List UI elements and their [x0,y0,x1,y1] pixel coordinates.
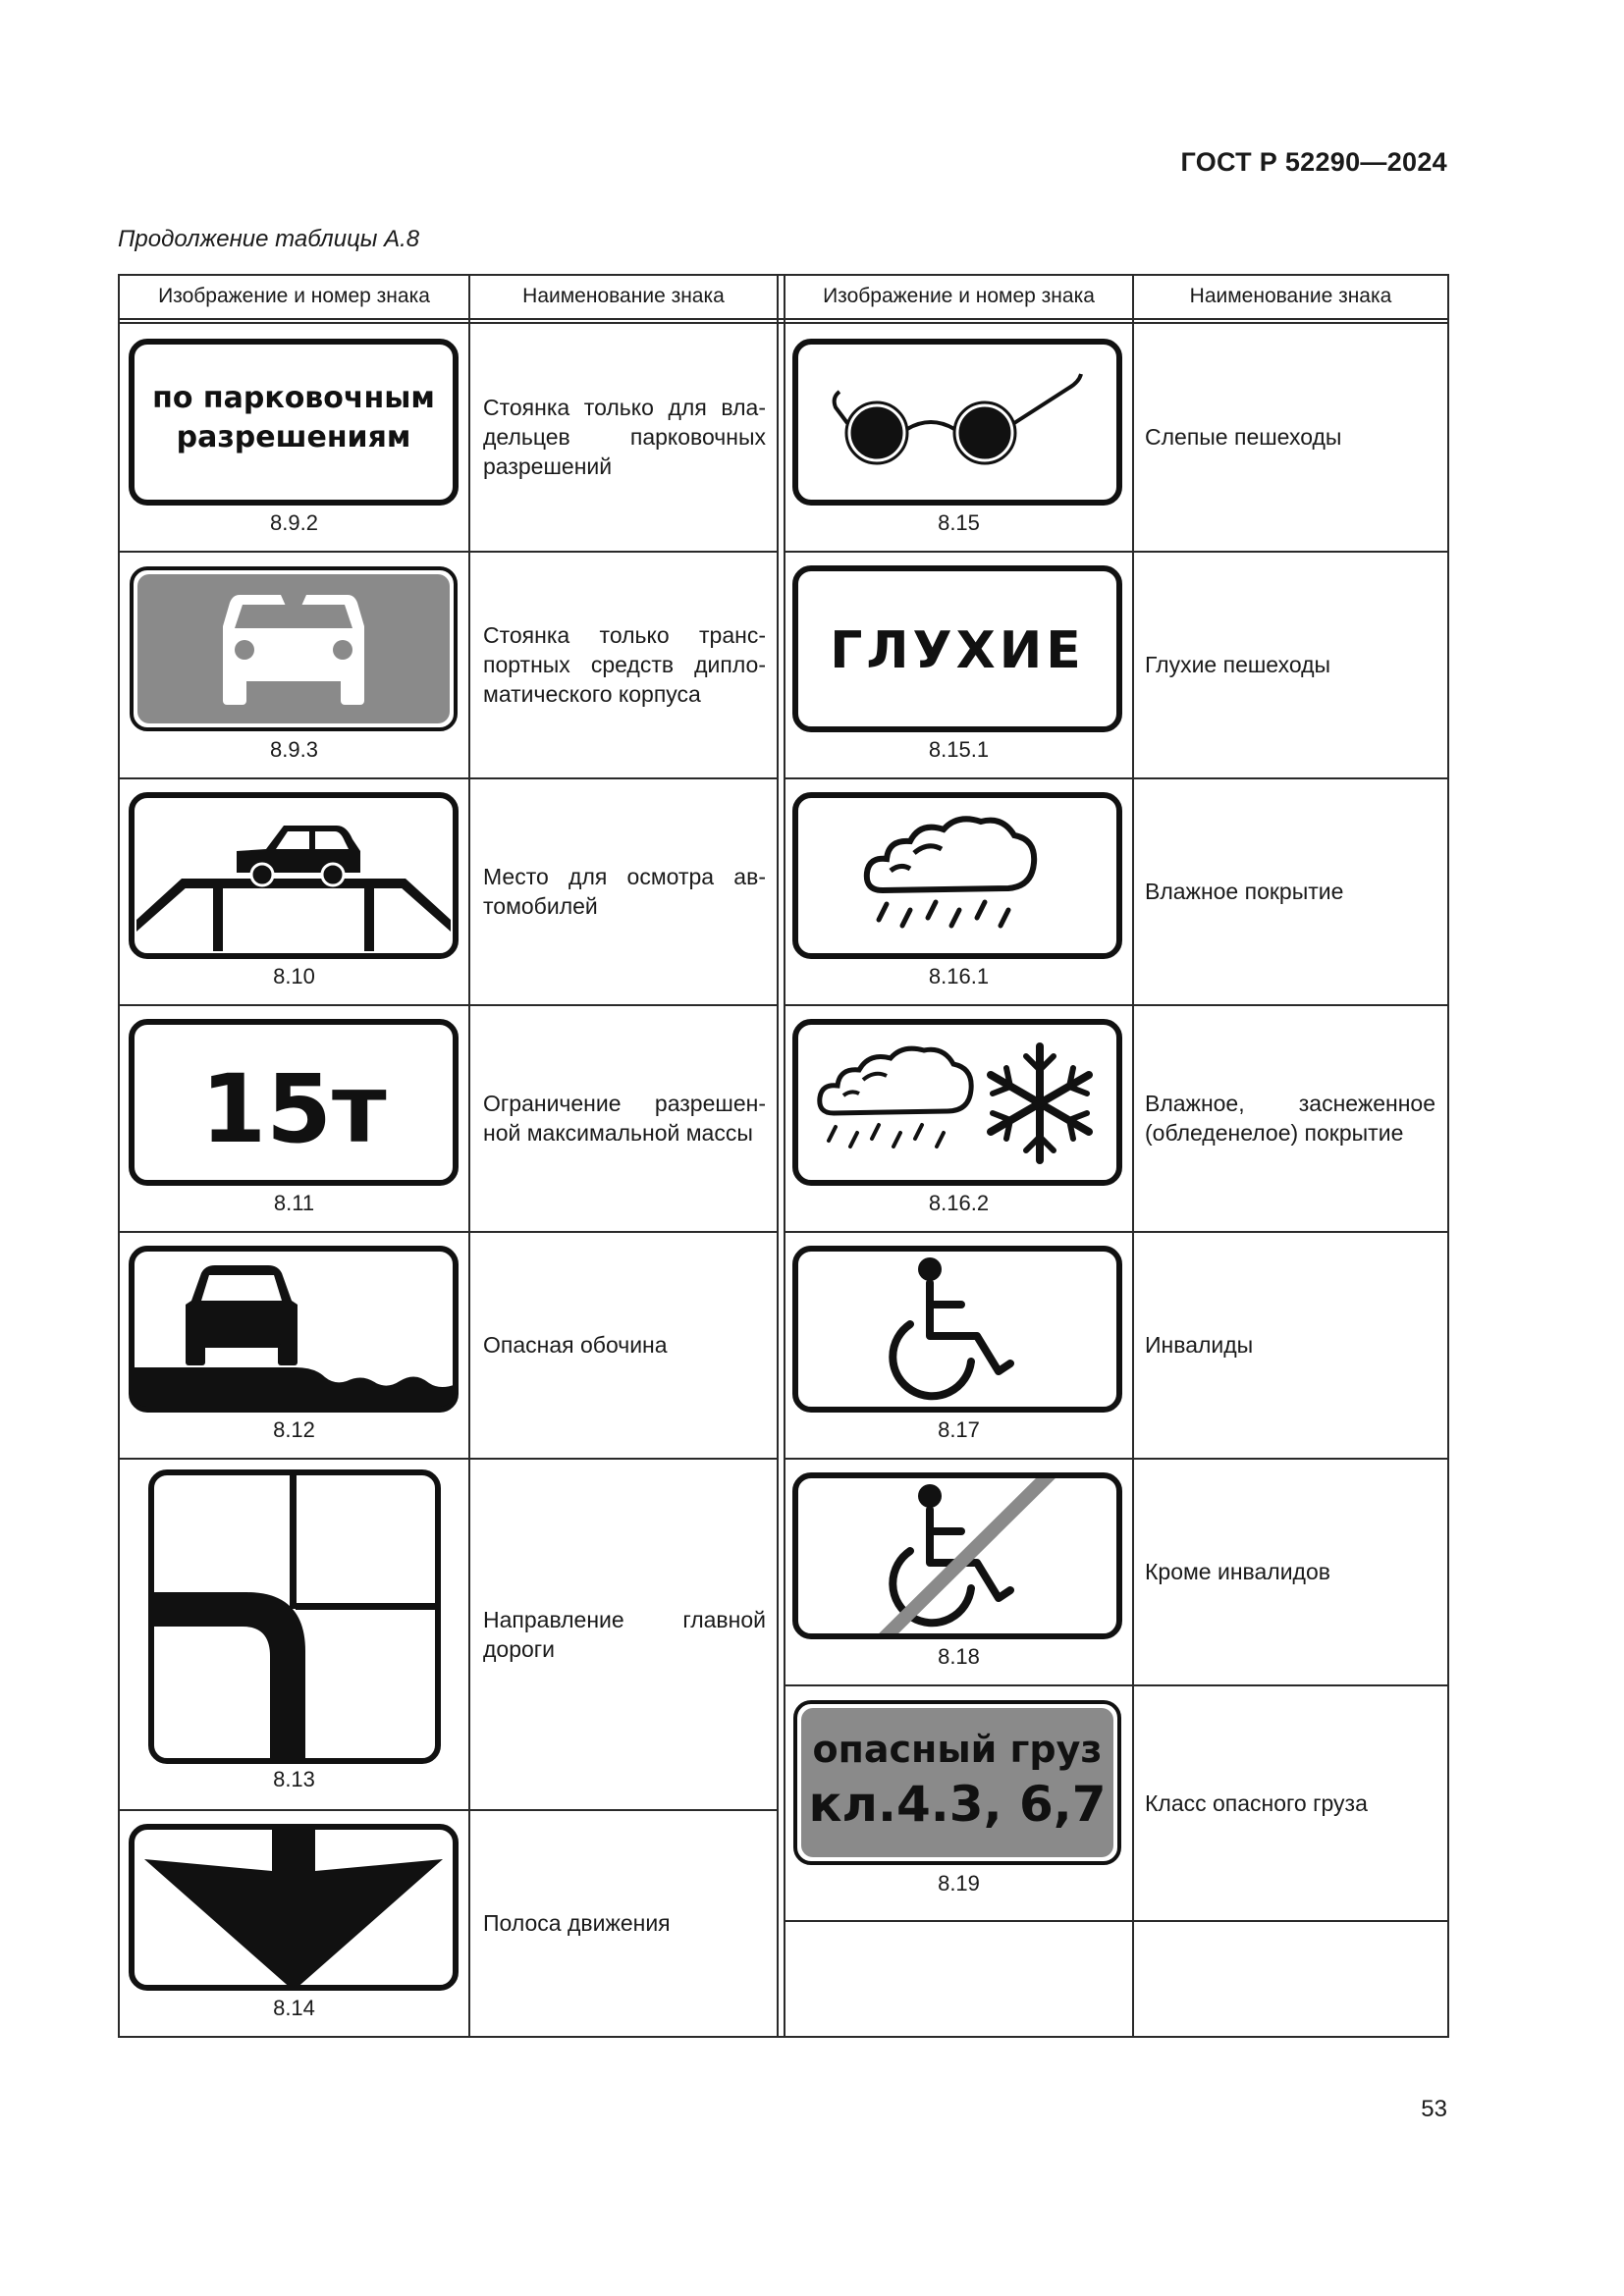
inspection-ramp-sign [129,792,459,959]
table-caption: Продолжение таблицы А.8 [118,226,420,252]
svg-text:разрешениям: разрешениям [176,420,411,454]
page-number: 53 [1421,2096,1447,2122]
rain-snow-sign [792,1019,1122,1186]
dangerous-shoulder-sign [129,1246,459,1413]
svg-text:15т: 15т [200,1054,387,1164]
sign-number: 8.9.2 [270,510,318,535]
sign-number: 8.15.1 [928,737,990,762]
svg-text:кл.4.3, 6,7: кл.4.3, 6,7 [808,1776,1107,1833]
sign-name: Слепые пешеходы [1145,424,1342,450]
lane-arrow-sign [129,1824,459,1991]
parking-permits-sign [129,339,459,506]
sign-name: Стоянка только для владельцев парковочных разрешений [483,395,766,479]
sign-name: Стоянка только транспортных средств дипломатического корпуса [483,622,766,707]
sign-name: Влажное, заснеженное (обледенелое) покрытие [1145,1091,1435,1146]
sign-name: Опасная обочина [483,1332,668,1358]
sign-number: 8.19 [938,1871,980,1896]
sign-name: Направление главной дороги [483,1606,766,1662]
svg-text:ГЛУХИЕ: ГЛУХИЕ [830,621,1085,680]
sign-number: 8.12 [273,1417,315,1442]
svg-text:по парковочным: по парковочным [152,381,435,415]
sign-number: 8.16.2 [928,1191,990,1215]
sign-name: Кроме инвалидов [1145,1559,1330,1584]
glasses-sign [792,339,1122,506]
column-header-name-left: Наименование знака [522,285,725,307]
standard-header: ГОСТ Р 52290—2024 [1180,147,1447,177]
sign-number: 8.17 [938,1417,980,1442]
column-header-name-right: Наименование знака [1189,285,1392,307]
deaf-sign [792,565,1122,732]
sign-number: 8.18 [938,1644,980,1669]
sign-number: 8.15 [938,510,980,535]
sign-number: 8.11 [273,1191,315,1215]
sign-number: 8.9.3 [270,737,318,762]
wheelchair-crossed-sign [792,1472,1122,1639]
sign-number: 8.16.1 [928,964,990,988]
mass-limit-sign [129,1019,459,1186]
svg-text:опасный груз: опасный груз [812,1728,1103,1771]
column-header-image-left: Изображение и номер знака [158,285,430,307]
wheelchair-sign [792,1246,1122,1413]
sign-name: Инвалиды [1145,1332,1254,1358]
diplomatic-car-sign [129,565,459,732]
sign-name: Место для осмотра автомобилей [483,864,766,919]
sign-number: 8.10 [273,964,315,988]
sign-name: Влажное покрытие [1145,879,1344,904]
rain-cloud-sign [792,792,1122,959]
dangerous-cargo-sign [792,1699,1122,1866]
sign-name: Класс опасного груза [1145,1789,1368,1816]
sign-name: Ограничение разрешенной максимальной массы [483,1091,766,1146]
column-header-image-right: Изображение и номер знака [823,285,1095,307]
sign-name: Глухие пешеходы [1145,652,1331,677]
main-road-direction-sign [148,1469,441,1764]
sign-number: 8.14 [273,1996,315,2020]
sign-number: 8.13 [273,1767,315,1791]
sign-name: Полоса движения [483,1910,671,1936]
